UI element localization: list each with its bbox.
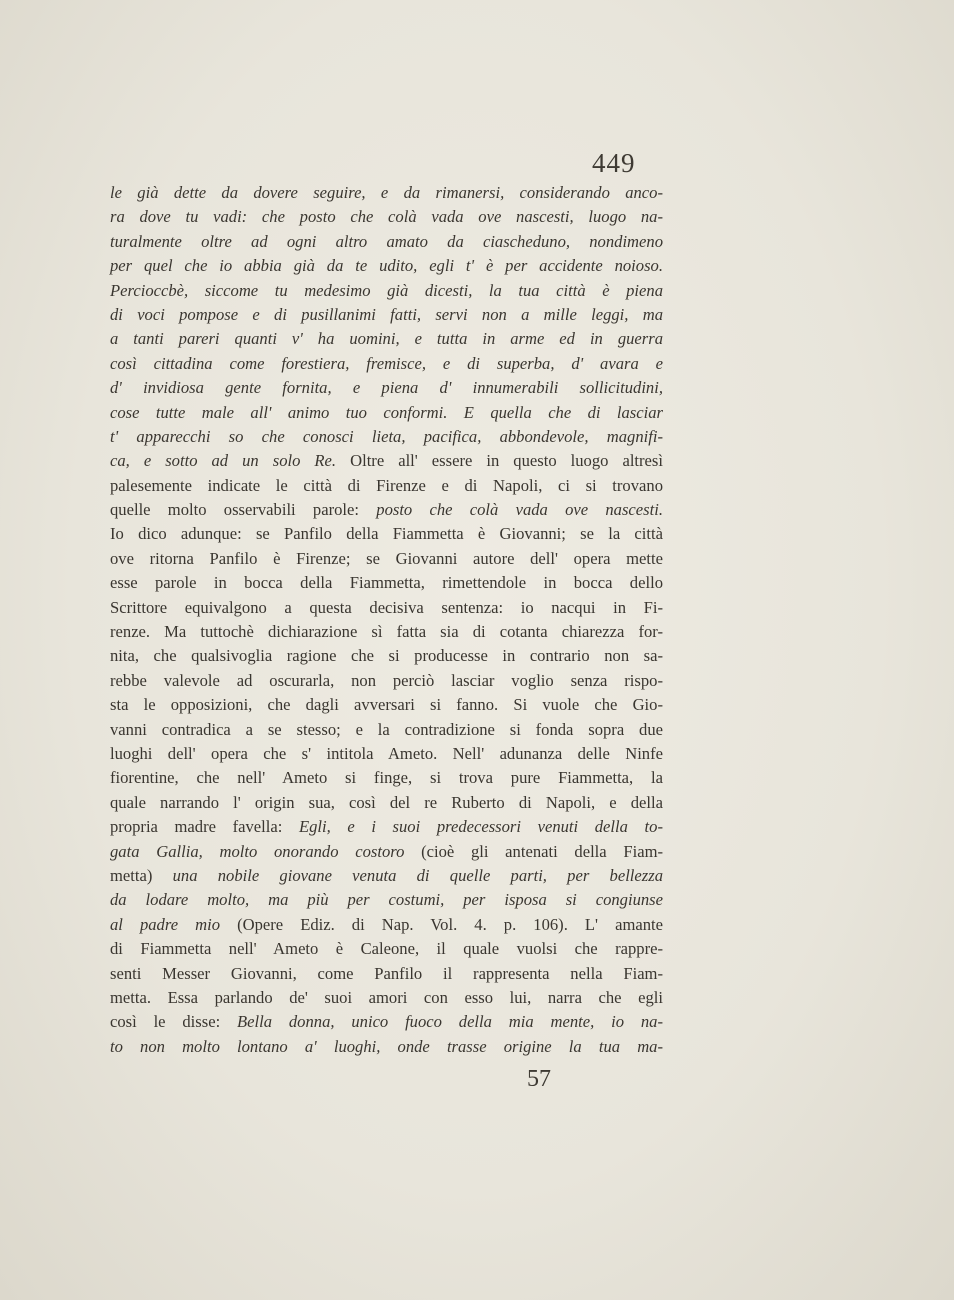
text-line [110, 766, 663, 790]
text-line [110, 425, 663, 449]
italic-text: per quel che io abbia già da te udito, egli t' è per accidente noioso. [110, 256, 663, 276]
text-segment: Oltre all' essere in questo luogo altresì [350, 451, 663, 471]
italic-text: al padre mio [110, 914, 238, 934]
italic-text: così cittadina come forestiera, fremisce, e di superba, d' avara e [110, 353, 663, 373]
italic-text: turalmente oltre ad ogni altro amato da ciascheduno, nondimeno [110, 231, 663, 251]
italic-text: posto che colà vada ove nascesti. [376, 500, 663, 520]
text-line [110, 937, 663, 961]
text-segment: quelle molto osservabili parole: [110, 500, 377, 520]
text-line [110, 254, 663, 278]
text-line [110, 279, 663, 303]
text-segment: metta) [110, 865, 173, 885]
text-line [110, 474, 663, 498]
italic-text: Bella donna, unico fuoco della mia mente, io na- [237, 1012, 663, 1032]
italic-text: to non molto lontano a' luoghi, onde trasse origine la tua ma- [110, 1036, 663, 1056]
italic-text: Percioccbè, siccome tu medesimo già dicesti, la tua città è piena [110, 280, 663, 300]
text-segment: Scrittore equivalgono a questa decisiva sentenza: io nacqui in Fi- [110, 597, 663, 617]
text-segment: vanni contradica a se stesso; e la contradizione si fonda sopra due [110, 719, 663, 739]
text-segment: propria madre favella: [110, 817, 299, 837]
page-number: 449 [592, 148, 636, 178]
text-line [110, 815, 663, 839]
text-line [110, 522, 663, 546]
text-line [110, 888, 663, 912]
text-segment: (cioè gli antenati della Fiam- [421, 841, 664, 861]
italic-text: da lodare molto, ma più per costumi, per isposa si congiunse [110, 890, 663, 910]
text-line [110, 962, 663, 986]
text-line [110, 1010, 663, 1034]
text-segment: Io dico adunque: se Panfilo della Fiammetta è Giovanni; se la città [110, 524, 663, 544]
text-line [110, 840, 663, 864]
italic-text: una nobile giovane venuta di quelle parti, per bellezza [172, 865, 663, 885]
text-segment: renze. Ma tuttochè dichiarazione sì fatta sia di cotanta chiarezza for- [110, 622, 663, 642]
text-segment: (Opere Ediz. di Nap. Vol. 4. p. 106). L' amante [237, 914, 664, 934]
text-line [110, 913, 663, 937]
text-segment: di Fiammetta nell' Ameto è Caleone, il quale vuolsi che rappre- [110, 939, 663, 959]
italic-text: ra dove tu vadi: che posto che colà vada ove nascesti, luogo na- [110, 207, 663, 227]
italic-text: cose tutte male all' animo tuo conformi. E quella che di lasciar [110, 402, 663, 422]
text-line [110, 864, 663, 888]
text-line [110, 327, 663, 351]
italic-text: gata Gallia, molto onorando costoro [110, 841, 422, 861]
text-segment: ove ritorna Panfilo è Firenze; se Giovanni autore dell' opera mette [110, 548, 663, 568]
text-line [110, 303, 663, 327]
text-line [110, 498, 663, 522]
text-line [110, 791, 663, 815]
text-segment: palesemente indicate le città di Firenze e di Napoli, ci si trovano [110, 475, 663, 495]
text-segment: rebbe valevole ad oscurarla, non perciò lasciar voglio senza rispo- [110, 670, 663, 690]
italic-text: t' apparecchi so che conosci lieta, pacifica, abbondevole, magnifi- [110, 426, 663, 446]
text-line [110, 449, 663, 473]
text-segment: nita, che qualsivoglia ragione che si producesse in contrario non sa- [110, 646, 663, 666]
text-segment: così le disse: [110, 1012, 238, 1032]
text-segment: esse parole in bocca della Fiammetta, rimettendole in bocca dello [110, 573, 663, 593]
text-line [110, 230, 663, 254]
text-line [110, 718, 663, 742]
text-line [110, 986, 663, 1010]
text-line [110, 596, 663, 620]
text-line [110, 620, 663, 644]
italic-text: ca, e sotto ad un solo Re. [110, 451, 351, 471]
italic-text: a tanti pareri quanti v' ha uomini, e tutta in arme ed in guerra [110, 329, 663, 349]
text-line [110, 205, 663, 229]
text-line [110, 352, 663, 376]
text-segment: quale narrando l' origin sua, così del re Ruberto di Napoli, e della [110, 792, 663, 812]
italic-text: di voci pompose e di pusillanimi fatti, servi non a mille leggi, ma [110, 304, 663, 324]
text-line [110, 571, 663, 595]
text-line [110, 742, 663, 766]
text-segment: senti Messer Giovanni, come Panfilo il rappresenta nella Fiam- [110, 963, 663, 983]
italic-text: Egli, e i suoi predecessori venuti della to- [298, 817, 663, 837]
text-line [110, 1035, 663, 1059]
text-segment: fiorentine, che nell' Ameto si finge, si trova pure Fiammetta, la [110, 768, 663, 788]
text-line [110, 181, 663, 205]
body-text [110, 181, 663, 1059]
text-line [110, 401, 663, 425]
text-segment: luoghi dell' opera che s' intitola Ameto. Nell' adunanza delle Ninfe [110, 743, 663, 763]
text-line [110, 669, 663, 693]
text-line [110, 644, 663, 668]
italic-text: d' invidiosa gente fornita, e piena d' innumerabili sollicitudini, [110, 378, 663, 398]
signature-mark: 57 [527, 1066, 551, 1092]
text-line [110, 376, 663, 400]
text-line [110, 693, 663, 717]
text-line [110, 547, 663, 571]
text-segment: sta le opposizioni, che dagli avversari si fanno. Si vuole che Gio- [110, 695, 663, 715]
italic-text: le già dette da dovere seguire, e da rimanersi, considerando anco- [110, 183, 663, 202]
text-segment: metta. Essa parlando de' suoi amori con esso lui, narra che egli [110, 987, 663, 1007]
